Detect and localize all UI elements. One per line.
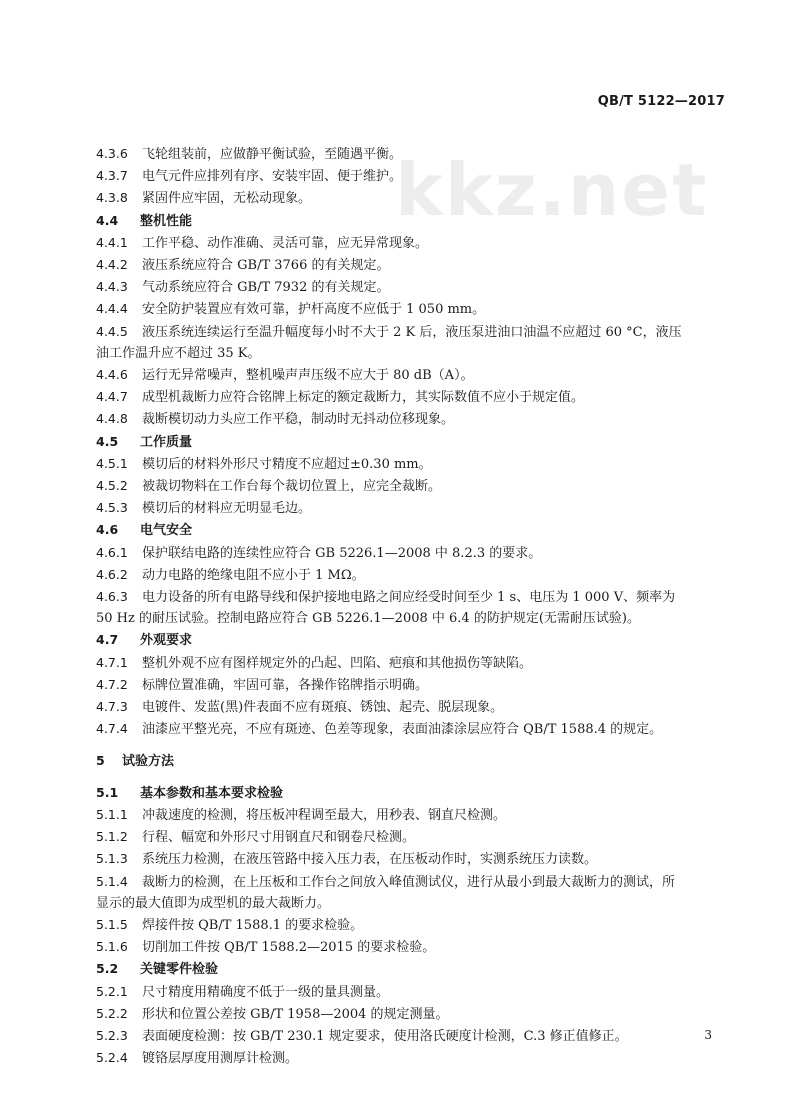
clause-line: 4.4.3 气动系统应符合 GB/T 7932 的有关规定。	[96, 279, 390, 296]
clause-line: 5.1.2 行程、幅宽和外形尺寸用钢直尺和钢卷尺检测。	[96, 829, 416, 846]
clause-line: 4.4.4 安全防护装置应有效可靠，护杆高度不应低于 1 050 mm。	[96, 301, 486, 318]
clause-line: 4.5.2 被裁切物料在工作台每个裁切位置上，应完全裁断。	[96, 478, 442, 495]
clause-line: 4.6.3 电力设备的所有电路导线和保护接地电路之间应经受时间至少 1 s、电压为 1 000 V、频率为	[96, 589, 676, 606]
clause-line: 4.7.3 电镀件、发蓝(黑)件表面不应有斑痕、锈蚀、起壳、脱层现象。	[96, 699, 504, 716]
clause-line: 5.1.4 裁断力的检测，在上压板和工作台之间放入峰值测试仪，进行从最小到最大裁断力的测试，所	[96, 873, 676, 890]
clause-continuation: 油工作温升应不超过 35 K。	[96, 345, 261, 361]
clause-line: 5.2.3 表面硬度检测：按 GB/T 230.1 规定要求，使用洛氏硬度计检测，C.3 修正值修正。	[96, 1027, 628, 1044]
clause-line: 4.7.2 标牌位置准确，牢固可靠，各操作铭牌指示明确。	[96, 676, 429, 693]
chapter-heading: 5 试验方法	[96, 753, 175, 770]
clause-line: 4.6.2 动力电路的绝缘电阻不应小于 1 MΩ。	[96, 566, 365, 583]
watermark: kkz.net	[395, 148, 709, 232]
section-heading: 4.4 整机性能	[96, 212, 193, 229]
clause-line: 4.7.4 油漆应平整光亮，不应有斑迹、色差等现象，表面油漆涂层应符合 QB/T 1588.4 的规定。	[96, 721, 663, 738]
clause-line: 4.4.8 裁断模切动力头应工作平稳，制动时无抖动位移现象。	[96, 411, 455, 428]
standard-code-header: QB/T 5122—2017	[597, 94, 725, 109]
page-number: 3	[704, 1028, 712, 1042]
document-body	[96, 143, 736, 1069]
clause-line: 4.4.7 成型机裁断力应符合铭牌上标定的额定裁断力，其实际数值不应小于规定值。	[96, 389, 585, 406]
clause-line: 5.2.1 尺寸精度用精确度不低于一级的量具测量。	[96, 983, 390, 1000]
clause-line: 4.4.1 工作平稳、动作准确、灵活可靠，应无异常现象。	[96, 234, 429, 251]
clause-line: 4.5.1 模切后的材料外形尺寸精度不应超过±0.30 mm。	[96, 455, 432, 472]
clause-line: 4.3.8 紧固件应牢固，无松动现象。	[96, 190, 312, 207]
clause-line: 5.2.4 镀铬层厚度用测厚计检测。	[96, 1050, 299, 1067]
clause-line: 5.1.1 冲裁速度的检测，将压板冲程调至最大，用秒表、钢直尺检测。	[96, 806, 507, 823]
clause-line: 5.1.6 切削加工件按 QB/T 1588.2—2015 的要求检验。	[96, 939, 436, 956]
clause-line: 4.6.1 保护联结电路的连续性应符合 GB 5226.1—2008 中 8.2.3 的要求。	[96, 544, 542, 561]
clause-line: 4.3.6 飞轮组装前，应做静平衡试验，至随遇平衡。	[96, 146, 403, 162]
clause-continuation: 显示的最大值即为成型机的最大裁断力。	[96, 895, 331, 911]
clause-line: 4.7.1 整机外观不应有图样规定外的凸起、凹陷、疤痕和其他损伤等缺陷。	[96, 654, 533, 671]
section-heading: 4.7 外观要求	[96, 632, 193, 649]
clause-line: 4.4.6 运行无异常噪声，整机噪声声压级不应大于 80 dB（A）。	[96, 367, 474, 384]
clause-line: 4.4.5 液压系统连续运行至温升幅度每小时不大于 2 K 后，液压泵进油口油温不应超过 60 °C，液压	[96, 323, 682, 340]
clause-line: 4.5.3 模切后的材料应无明显毛边。	[96, 500, 312, 517]
clause-line: 4.4.2 液压系统应符合 GB/T 3766 的有关规定。	[96, 257, 390, 274]
section-heading: 5.2 关键零件检验	[96, 961, 219, 978]
clause-continuation: 50 Hz 的耐压试验。控制电路应符合 GB 5226.1—2008 中 6.4 的防护规定(无需耐压试验)。	[96, 611, 640, 627]
section-heading: 4.6 电气安全	[96, 522, 193, 539]
section-heading: 4.5 工作质量	[96, 433, 193, 450]
section-heading: 5.1 基本参数和基本要求检验	[96, 784, 284, 801]
clause-line: 5.1.3 系统压力检测，在液压管路中接入压力表，在压板动作时，实测系统压力读数。	[96, 851, 598, 868]
clause-line: 5.1.5 焊接件按 QB/T 1588.1 的要求检验。	[96, 916, 364, 933]
clause-line: 4.3.7 电气元件应排列有序、安装牢固、便于维护。	[96, 168, 403, 185]
clause-line: 5.2.2 形状和位置公差按 GB/T 1958—2004 的规定测量。	[96, 1005, 449, 1022]
